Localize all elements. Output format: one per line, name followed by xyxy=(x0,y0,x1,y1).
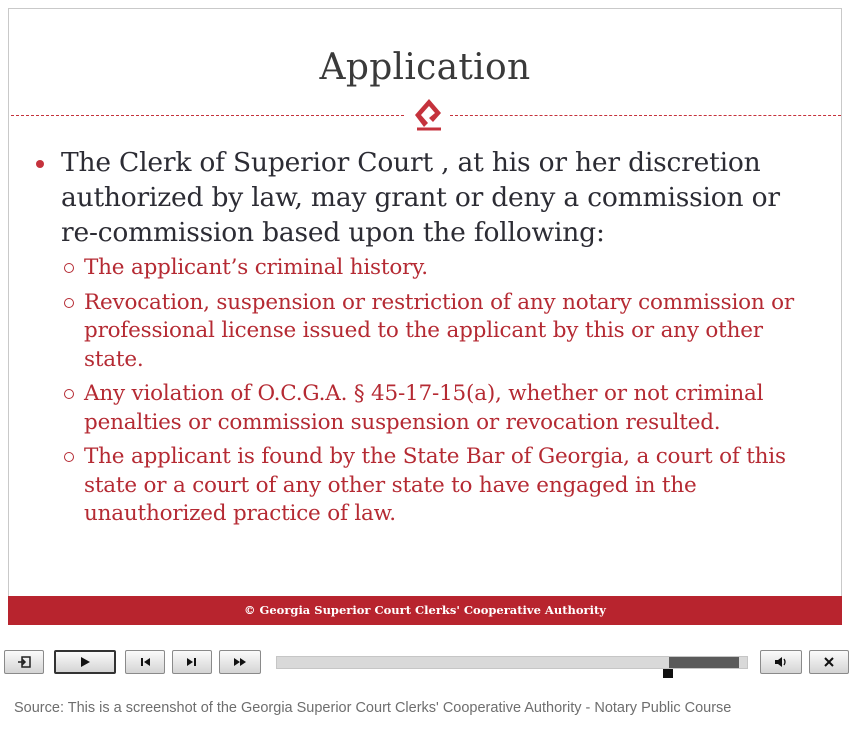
fast-forward-icon xyxy=(233,656,247,668)
title-divider-right xyxy=(450,115,841,116)
next-button[interactable] xyxy=(172,650,212,674)
play-button[interactable] xyxy=(54,650,116,674)
main-point-text: The Clerk of Superior Court , at his or her discretion authorized by law, may grant or deny a commission or re-commission based upon the following: xyxy=(61,147,780,248)
play-icon xyxy=(79,656,91,668)
volume-icon xyxy=(774,656,788,668)
fast-forward-button[interactable] xyxy=(219,650,261,674)
sub-point-text: Revocation, suspension or restriction of any notary commission or professional license issued to the applicant by this or any other state. xyxy=(84,289,795,372)
hollow-bullet-icon xyxy=(64,389,74,399)
slide-content xyxy=(31,145,821,535)
slide-panel xyxy=(8,8,842,625)
exit-icon xyxy=(17,656,31,668)
close-icon xyxy=(824,657,834,667)
volume-button[interactable] xyxy=(760,650,802,674)
title-divider-left xyxy=(11,115,404,116)
skip-to-start-button[interactable] xyxy=(125,650,165,674)
main-bullet-point xyxy=(31,145,821,250)
hollow-bullet-icon xyxy=(64,263,74,273)
sub-point-item xyxy=(31,289,821,375)
sub-point-text: The applicant is found by the State Bar of Georgia, a court of this state or a court of any other state to have engaged in the unauthorized practice of law. xyxy=(84,444,786,526)
exit-button[interactable] xyxy=(4,650,44,674)
hollow-bullet-icon xyxy=(64,298,74,308)
sub-point-list xyxy=(31,254,821,529)
logo-icon xyxy=(411,95,447,135)
sub-point-item xyxy=(31,254,821,283)
close-button[interactable] xyxy=(809,650,849,674)
progress-bar[interactable] xyxy=(276,656,748,669)
sub-point-text: Any violation of O.C.G.A. § 45-17-15(a), whether or not criminal penalties or commission suspension or revocation resulted. xyxy=(84,381,764,435)
bullet-dot-icon xyxy=(36,160,44,168)
slide-footer: © Georgia Superior Court Clerks' Cooperative Authority xyxy=(8,596,842,625)
progress-thumb[interactable] xyxy=(663,669,673,678)
skip-to-start-icon xyxy=(139,656,151,668)
slide-title: Application xyxy=(319,47,531,88)
progress-remaining-segment xyxy=(669,657,739,668)
sub-point-item xyxy=(31,443,821,529)
sub-point-item xyxy=(31,380,821,437)
source-caption: Source: This is a screenshot of the Georgia Superior Court Clerks' Cooperative Authority - Notary Public Course xyxy=(14,700,732,716)
next-icon xyxy=(186,656,198,668)
player-controls xyxy=(0,645,855,681)
hollow-bullet-icon xyxy=(64,452,74,462)
sub-point-text: The applicant’s criminal history. xyxy=(84,255,428,280)
